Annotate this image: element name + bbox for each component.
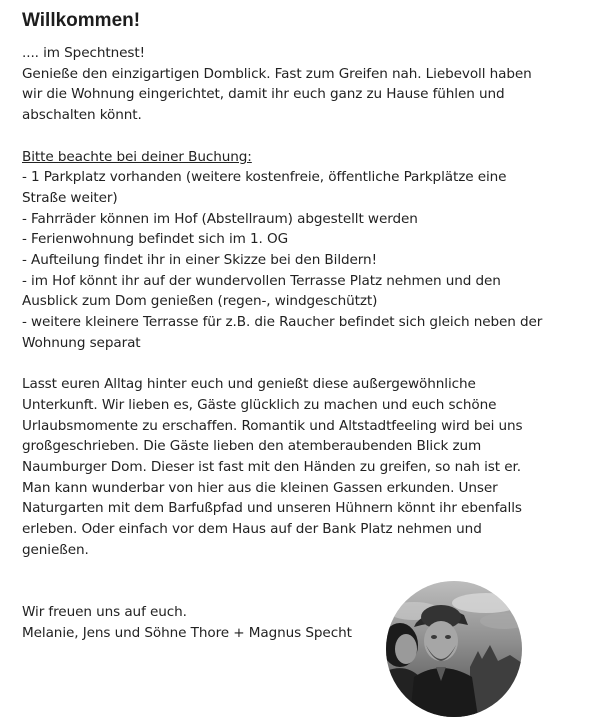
description-line: Urlaubsmomente zu erschaffen. Romantik und Altstadtfeeling wird bei uns: [22, 417, 523, 434]
spacer: [22, 126, 582, 147]
description-line: Naturgarten mit dem Barfußpfad und unseren Hühnern könnt ihr ebenfalls: [22, 500, 522, 517]
booking-line: Ausblick zum Dom genießen (regen-, windgeschützt): [22, 293, 378, 310]
booking-line: - Ferienwohnung befindet sich im 1. OG: [22, 231, 289, 248]
booking-line: - weitere kleinere Terrasse für z.B. die Raucher befindet sich gleich neben der: [22, 314, 543, 331]
description-line: Lasst euren Alltag hinter euch und genießt diese außergewöhnliche: [22, 376, 476, 393]
intro-line: .... im Spechtnest!: [22, 45, 145, 61]
description-line: Man kann wunderbar von hier aus die kleinen Gassen erkunden. Unser: [22, 479, 498, 496]
host-photo: [386, 581, 522, 717]
booking-line: - Fahrräder können im Hof (Abstellraum) abgestellt werden: [22, 210, 418, 227]
booking-line: - im Hof könnt ihr auf der wundervollen Terrasse Platz nehmen und den: [22, 272, 501, 289]
booking-line: - Aufteilung findet ihr in einer Skizze bei den Bildern!: [22, 252, 377, 269]
host-photo-icon: [386, 581, 522, 717]
booking-line: Wohnung separat: [22, 334, 141, 351]
description-line: Unterkunft. Wir lieben es, Gäste glücklich zu machen und euch schöne: [22, 396, 497, 413]
description-line: genießen.: [22, 541, 89, 558]
booking-line: Straße weiter): [22, 189, 118, 206]
spacer: [22, 561, 582, 582]
intro-line: abschalten könnt.: [22, 107, 142, 124]
page-title: Willkommen!: [22, 10, 141, 31]
booking-heading: Bitte beachte bei deiner Buchung:: [22, 148, 252, 165]
spacer: [22, 354, 582, 375]
signoff-line: Wir freuen uns auf euch.: [22, 603, 187, 620]
description-line: Naumburger Dom. Dieser ist fast mit den Händen zu greifen, so nah ist er.: [22, 459, 521, 476]
intro-line: Genieße den einzigartigen Domblick. Fast zum Greifen nah. Liebevoll haben: [22, 65, 532, 82]
booking-line: - 1 Parkplatz vorhanden (weitere kostenfreie, öffentliche Parkplätze eine: [22, 169, 507, 186]
description-line: großgeschrieben. Die Gäste lieben den atemberaubenden Blick zum: [22, 438, 482, 455]
description-line: erleben. Oder einfach vor dem Haus auf der Bank Platz nehmen und: [22, 521, 482, 538]
signoff-names: Melanie, Jens und Söhne Thore + Magnus Specht: [22, 624, 352, 641]
intro-line: wir die Wohnung eingerichtet, damit ihr euch ganz zu Hause fühlen und: [22, 86, 505, 103]
welcome-page: [22, 8, 582, 643]
